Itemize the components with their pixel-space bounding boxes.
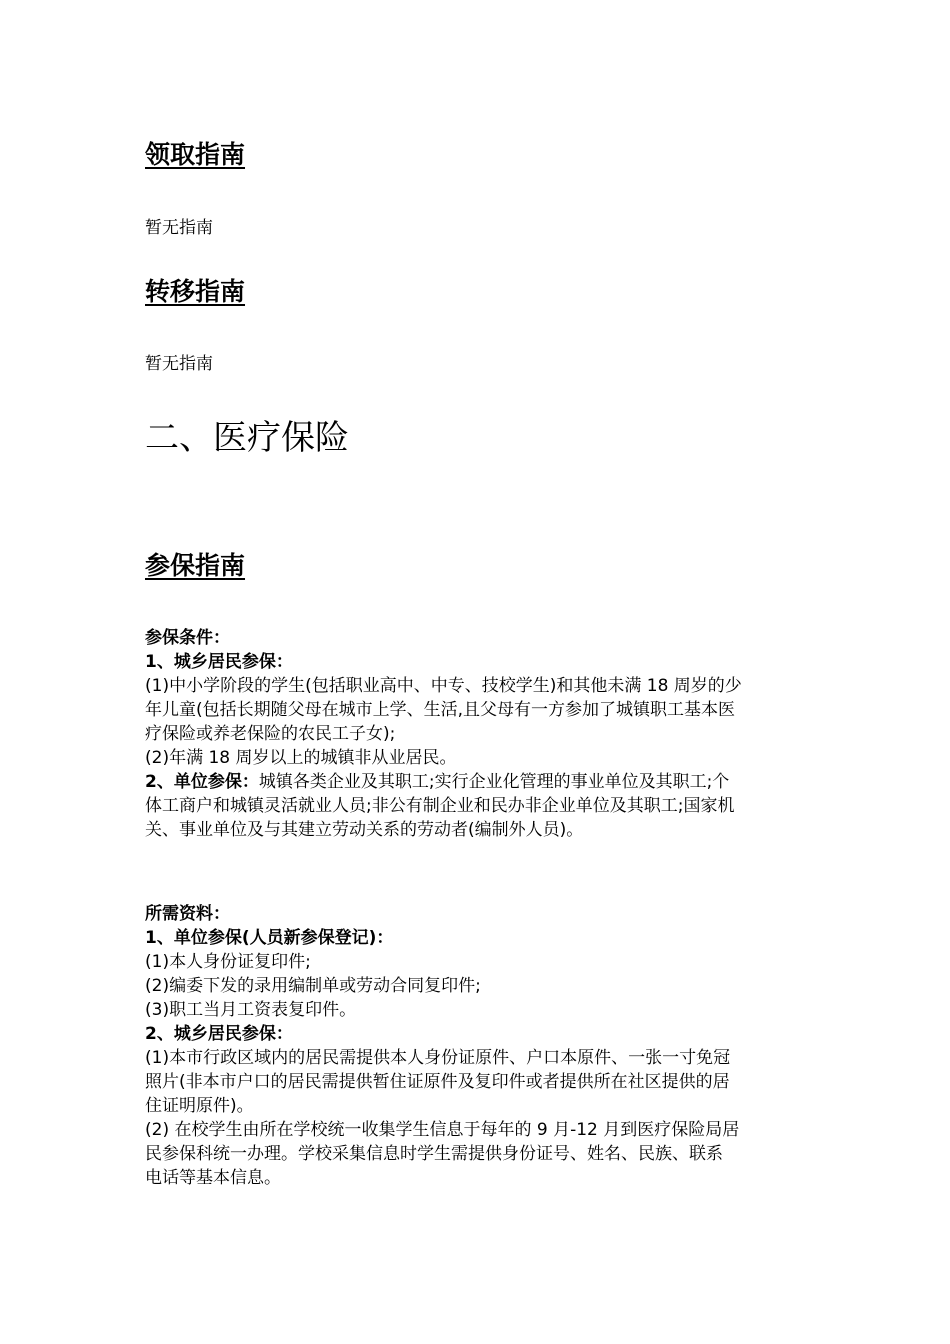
- transfer-guide-body: 暂无指南: [145, 354, 213, 374]
- materials-item1-line: (1)本人身份证复印件;: [145, 952, 311, 972]
- materials-item2-line: 住证明原件)。: [145, 1096, 254, 1116]
- conditions-item1-line: (2)年满 18 周岁以上的城镇非从业居民。: [145, 748, 457, 768]
- conditions-item2-label: 2、单位参保：: [145, 772, 259, 792]
- conditions-item1-line: 年儿童(包括长期随父母在城市上学、生活,且父母有一方参加了城镇职工基本医: [145, 700, 736, 720]
- conditions-heading: 参保条件：: [145, 628, 230, 648]
- receive-guide-heading: 领取指南: [145, 140, 246, 169]
- conditions-item1-heading: 1、城乡居民参保：: [145, 652, 293, 672]
- conditions-item2-line: 关、事业单位及与其建立劳动关系的劳动者(编制外人员)。: [145, 820, 584, 840]
- materials-item2-line: 电话等基本信息。: [145, 1168, 281, 1188]
- enroll-guide-heading: 参保指南: [145, 551, 246, 580]
- conditions-item2-line: 体工商户和城镇灵活就业人员;非公有制企业和民办非企业单位及其职工;国家机: [145, 796, 735, 816]
- materials-item2-line: (1)本市行政区域内的居民需提供本人身份证原件、户口本原件、一张一寸免冠: [145, 1048, 731, 1068]
- materials-item2-line: 照片(非本市户口的居民需提供暂住证原件及复印件或者提供所在社区提供的居: [145, 1072, 730, 1092]
- required-materials-section: [145, 902, 810, 1190]
- chapter-title-medical-insurance: 二、医疗保险: [145, 418, 349, 458]
- enroll-conditions-section: [145, 626, 810, 842]
- conditions-item2-line: [145, 770, 810, 794]
- receive-guide-body: 暂无指南: [145, 218, 213, 238]
- conditions-item1-line: 疗保险或养老保险的农民工子女);: [145, 724, 396, 744]
- conditions-item1-line: (1)中小学阶段的学生(包括职业高中、中专、技校学生)和其他未满 18 周岁的少: [145, 676, 742, 696]
- materials-item2-line: 民参保科统一办理。学校采集信息时学生需提供身份证号、姓名、民族、联系: [145, 1144, 723, 1164]
- materials-item1-line: (3)职工当月工资表复印件。: [145, 1000, 357, 1020]
- materials-item2-line: (2) 在校学生由所在学校统一收集学生信息于每年的 9 月-12 月到医疗保险局居: [145, 1120, 740, 1140]
- conditions-item2-text: 城镇各类企业及其职工;实行企业化管理的事业单位及其职工;个: [258, 772, 730, 792]
- materials-item1-heading: 1、单位参保(人员新参保登记)：: [145, 928, 394, 948]
- materials-item1-line: (2)编委下发的录用编制单或劳动合同复印件;: [145, 976, 481, 996]
- materials-item2-heading: 2、城乡居民参保：: [145, 1024, 293, 1044]
- materials-heading: 所需资料：: [145, 904, 230, 924]
- transfer-guide-heading: 转移指南: [145, 277, 246, 306]
